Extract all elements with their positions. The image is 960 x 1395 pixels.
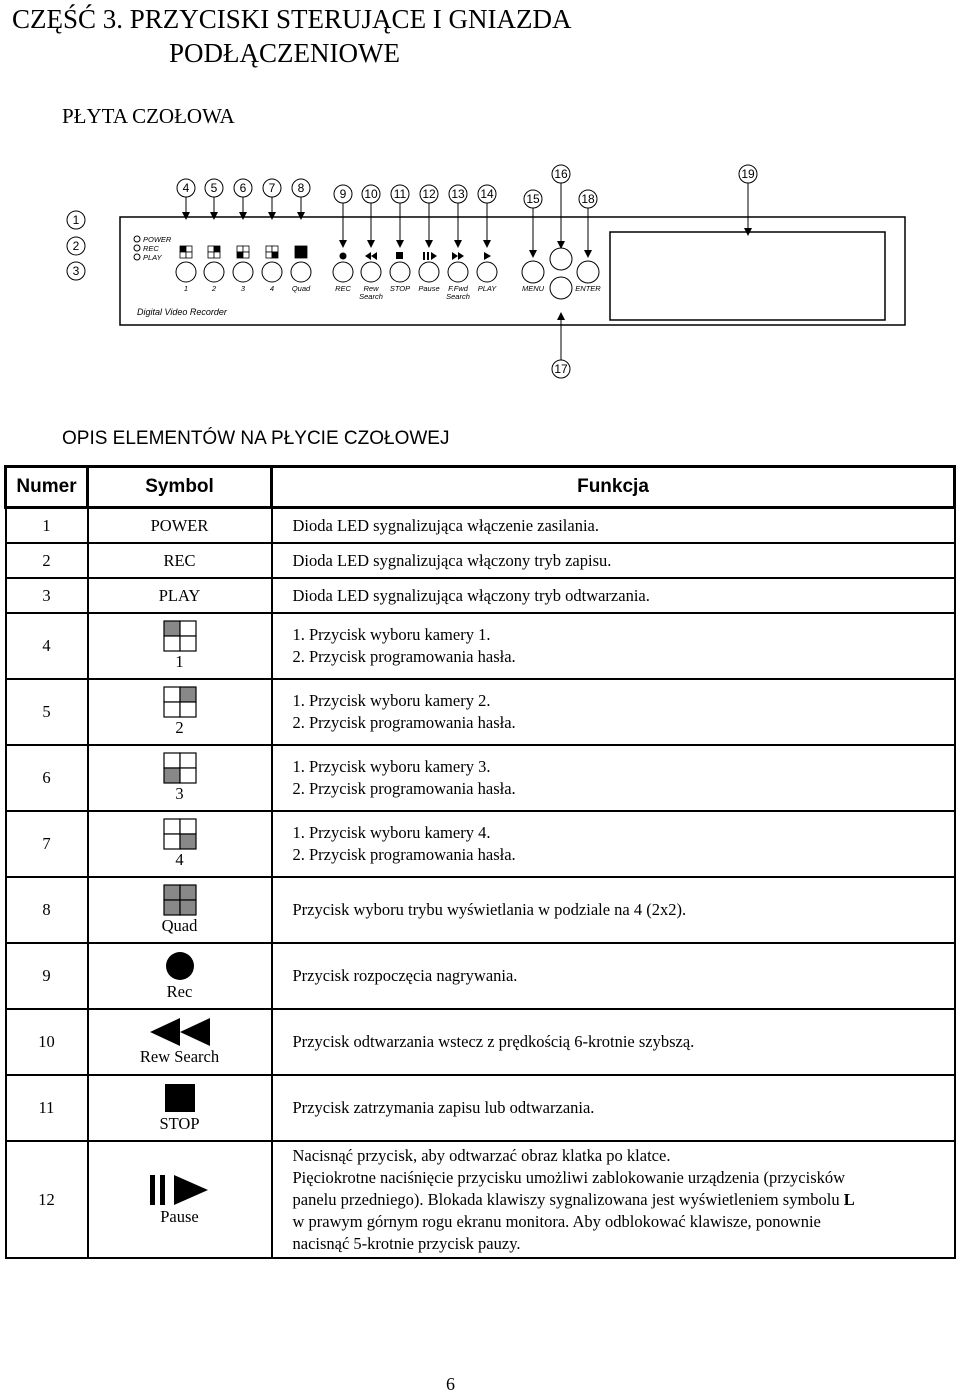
callout-18 xyxy=(579,190,597,254)
callout-13 xyxy=(449,185,467,244)
row-symbol xyxy=(88,613,272,679)
panel-button-4[interactable] xyxy=(262,262,282,282)
function-text: Nacisnąć przycisk, aby odtwarzać obraz klatka po klatce. xyxy=(292,1145,671,1165)
stop-icon xyxy=(396,252,403,259)
row-symbol xyxy=(88,745,272,811)
enter-button[interactable] xyxy=(577,261,599,283)
svg-text:8: 8 xyxy=(297,181,305,195)
row-number: 11 xyxy=(6,1075,88,1141)
row-function xyxy=(272,578,955,613)
panel-button-1[interactable] xyxy=(176,262,196,282)
led-power xyxy=(134,235,172,244)
table-row xyxy=(6,1075,955,1141)
panel-button-11[interactable] xyxy=(477,262,497,282)
table-row xyxy=(6,613,955,679)
header-symbol: Symbol xyxy=(88,467,272,508)
row-number: 8 xyxy=(6,877,88,943)
button-label: PLAY xyxy=(477,284,497,293)
camera-3-icon xyxy=(237,246,249,258)
svg-text:13: 13 xyxy=(451,187,465,201)
svg-text:18: 18 xyxy=(581,192,595,206)
button-label: Rew xyxy=(363,284,379,293)
camera-5-icon xyxy=(295,246,307,258)
function-text: Przycisk zatrzymania zapisu lub odtwarzania. xyxy=(292,1098,595,1117)
row-function xyxy=(272,811,955,877)
led-play xyxy=(134,253,163,262)
callout-19 xyxy=(739,165,757,232)
function-text: Przycisk rozpoczęcia nagrywania. xyxy=(292,966,518,985)
callout-11 xyxy=(391,185,409,244)
camera-3-icon xyxy=(163,752,197,784)
header-number: Numer xyxy=(6,467,88,508)
up-button[interactable] xyxy=(550,248,572,270)
function-text: 1. Przycisk wyboru kamery 1. xyxy=(292,625,491,644)
menu-button[interactable] xyxy=(522,261,544,283)
function-text: L xyxy=(843,1189,855,1209)
symbol-label: Quad xyxy=(161,916,198,935)
row-symbol xyxy=(88,578,272,613)
row-function xyxy=(272,1009,955,1075)
led-rec xyxy=(134,244,159,253)
symbol-label: Rec xyxy=(166,982,193,1001)
table-row xyxy=(6,543,955,578)
svg-text:15: 15 xyxy=(526,192,540,206)
symbol-label: Rew Search xyxy=(139,1047,220,1066)
function-text: 2. Przycisk programowania hasła. xyxy=(292,779,516,798)
callout-8 xyxy=(292,179,310,216)
svg-text:5: 5 xyxy=(210,181,218,195)
row-symbol xyxy=(88,679,272,745)
callout-14 xyxy=(478,185,496,244)
function-text: 1. Przycisk wyboru kamery 4. xyxy=(292,823,491,842)
button-label: REC xyxy=(335,284,351,293)
stop-icon xyxy=(163,1082,197,1114)
front-panel-diagram xyxy=(0,160,960,390)
panel-button-5[interactable] xyxy=(291,262,311,282)
callout-9 xyxy=(334,185,352,244)
table-row xyxy=(6,745,955,811)
panel-button-9[interactable] xyxy=(419,262,439,282)
table-row xyxy=(6,1141,955,1258)
button-label: Search xyxy=(359,292,383,301)
callout-6 xyxy=(234,179,252,216)
button-label: 4 xyxy=(269,284,275,293)
row-number: 1 xyxy=(6,508,88,544)
callout-15 xyxy=(524,190,542,254)
svg-text:1: 1 xyxy=(72,213,80,227)
camera-1-icon xyxy=(180,246,192,258)
row-symbol xyxy=(88,877,272,943)
row-function xyxy=(272,613,955,679)
panel-button-2[interactable] xyxy=(204,262,224,282)
function-text: 2. Przycisk programowania hasła. xyxy=(292,647,516,666)
button-label: STOP xyxy=(389,284,411,293)
row-symbol xyxy=(88,1141,272,1258)
row-function xyxy=(272,543,955,578)
symbol-label: 2 xyxy=(175,718,184,737)
button-label: 3 xyxy=(240,284,246,293)
function-text: Dioda LED sygnalizująca włączenie zasilania. xyxy=(292,515,599,535)
function-text: nacisnąć 5-krotnie przycisk pauzy. xyxy=(292,1233,521,1253)
page-title-line1: CZĘŚĆ 3. PRZYCISKI STERUJĄCE I GNIAZDA xyxy=(12,4,572,34)
page-number: 6 xyxy=(446,1374,455,1394)
svg-text:7: 7 xyxy=(268,181,276,195)
svg-text:16: 16 xyxy=(554,167,568,181)
symbol-label: PLAY xyxy=(158,585,201,605)
svg-text:19: 19 xyxy=(741,167,755,181)
svg-text:PLAY: PLAY xyxy=(143,253,162,262)
table-row xyxy=(6,811,955,877)
svg-text:6: 6 xyxy=(239,181,247,195)
symbol-label: STOP xyxy=(159,1114,200,1133)
panel-button-8[interactable] xyxy=(390,262,410,282)
row-number: 9 xyxy=(6,943,88,1009)
row-function xyxy=(272,679,955,745)
page-title-line2: PODŁĄCZENIOWE xyxy=(169,38,400,68)
table-header-row xyxy=(6,467,955,508)
callout-16 xyxy=(552,165,570,245)
row-symbol xyxy=(88,811,272,877)
table-row xyxy=(6,508,955,544)
callout-4 xyxy=(177,179,195,216)
row-symbol xyxy=(88,543,272,578)
rew-icon xyxy=(148,1017,212,1047)
table-row xyxy=(6,943,955,1009)
section-heading-description: OPIS ELEMENTÓW NA PŁYCIE CZOŁOWEJ xyxy=(62,428,450,449)
panel-brand-label: Digital Video Recorder xyxy=(137,307,227,317)
elements-table xyxy=(4,465,956,1259)
row-function xyxy=(272,1075,955,1141)
callout-3 xyxy=(67,262,85,280)
camera-4-icon xyxy=(266,246,278,258)
callout-1 xyxy=(67,211,85,229)
row-number: 3 xyxy=(6,578,88,613)
callout-2 xyxy=(67,237,85,255)
callout-5 xyxy=(205,179,223,216)
row-function xyxy=(272,508,955,544)
button-label: ENTER xyxy=(575,284,601,293)
function-text: Przycisk wyboru trybu wyświetlania w podziale na 4 (2x2). xyxy=(292,900,687,919)
callout-12 xyxy=(420,185,438,244)
svg-text:4: 4 xyxy=(182,181,190,195)
button-label: 2 xyxy=(211,284,217,293)
symbol-label: REC xyxy=(163,550,196,570)
svg-text:17: 17 xyxy=(554,362,568,376)
play-icon xyxy=(484,252,491,260)
row-symbol xyxy=(88,508,272,544)
pause-icon xyxy=(148,1173,212,1207)
panel-button-6[interactable] xyxy=(333,262,353,282)
row-number: 4 xyxy=(6,613,88,679)
svg-text:POWER: POWER xyxy=(143,235,172,244)
row-function xyxy=(272,943,955,1009)
pause-icon xyxy=(423,252,437,260)
rew-icon xyxy=(365,252,377,260)
camera-1-icon xyxy=(163,620,197,652)
function-text: Pięciokrotne naciśnięcie przycisku umożliwi zablokowanie urządzenia (przycisków xyxy=(292,1167,846,1187)
symbol-label: 4 xyxy=(175,850,184,869)
svg-text:12: 12 xyxy=(422,187,436,201)
svg-text:REC: REC xyxy=(143,244,159,253)
camera-4-icon xyxy=(163,818,197,850)
button-label: F.Fwd xyxy=(448,284,468,293)
row-number: 5 xyxy=(6,679,88,745)
panel-button-10[interactable] xyxy=(448,262,468,282)
button-label: Quad xyxy=(291,284,311,293)
function-text: Przycisk odtwarzania wstecz z prędkością 6-krotnie szybszą. xyxy=(292,1032,695,1051)
table-row xyxy=(6,1009,955,1075)
row-number: 10 xyxy=(6,1009,88,1075)
function-text: w prawym górnym rogu ekranu monitora. Aby odblokować klawisze, ponownie xyxy=(292,1211,821,1231)
ffwd-icon xyxy=(452,252,464,260)
function-text: 1. Przycisk wyboru kamery 3. xyxy=(292,757,491,776)
camera-2-icon xyxy=(208,246,220,258)
svg-text:11: 11 xyxy=(393,187,407,201)
panel-display-window xyxy=(610,232,885,320)
camera-2-icon xyxy=(163,686,197,718)
callout-7 xyxy=(263,179,281,216)
svg-text:3: 3 xyxy=(72,264,80,278)
function-text: Dioda LED sygnalizująca włączony tryb zapisu. xyxy=(292,550,612,570)
row-symbol xyxy=(88,1009,272,1075)
row-number: 2 xyxy=(6,543,88,578)
table-row xyxy=(6,877,955,943)
rec-icon xyxy=(163,950,197,982)
svg-text:14: 14 xyxy=(480,187,494,201)
button-label: Search xyxy=(446,292,470,301)
function-text: panelu przedniego). Blokada klawiszy sygnalizowana jest wyświetleniem symbolu xyxy=(292,1189,844,1209)
panel-button-7[interactable] xyxy=(361,262,381,282)
rec-icon xyxy=(340,253,347,260)
symbol-label: 3 xyxy=(175,784,184,803)
camera-5-icon xyxy=(163,884,197,916)
callout-10 xyxy=(362,185,380,244)
svg-text:10: 10 xyxy=(364,187,378,201)
row-symbol xyxy=(88,1075,272,1141)
table-row xyxy=(6,679,955,745)
button-label: 1 xyxy=(183,284,189,293)
button-label: MENU xyxy=(521,284,545,293)
row-function xyxy=(272,877,955,943)
button-label: Pause xyxy=(418,284,440,293)
row-symbol xyxy=(88,943,272,1009)
row-number: 6 xyxy=(6,745,88,811)
row-function xyxy=(272,745,955,811)
function-text: 2. Przycisk programowania hasła. xyxy=(292,713,516,732)
function-text: Dioda LED sygnalizująca włączony tryb odtwarzania. xyxy=(292,585,650,605)
svg-text:9: 9 xyxy=(339,187,347,201)
svg-text:2: 2 xyxy=(72,239,80,253)
row-number: 7 xyxy=(6,811,88,877)
function-text: 2. Przycisk programowania hasła. xyxy=(292,845,516,864)
row-function xyxy=(272,1141,955,1258)
panel-button-3[interactable] xyxy=(233,262,253,282)
section-heading-front-panel: PŁYTA CZOŁOWA xyxy=(62,104,235,128)
symbol-label: 1 xyxy=(175,652,184,671)
function-text: 1. Przycisk wyboru kamery 2. xyxy=(292,691,491,710)
table-row xyxy=(6,578,955,613)
symbol-label: Pause xyxy=(160,1206,199,1226)
down-button[interactable] xyxy=(550,277,572,299)
header-function: Funkcja xyxy=(272,467,955,508)
page-title xyxy=(12,2,912,70)
row-number: 12 xyxy=(6,1141,88,1258)
symbol-label: POWER xyxy=(150,515,209,535)
